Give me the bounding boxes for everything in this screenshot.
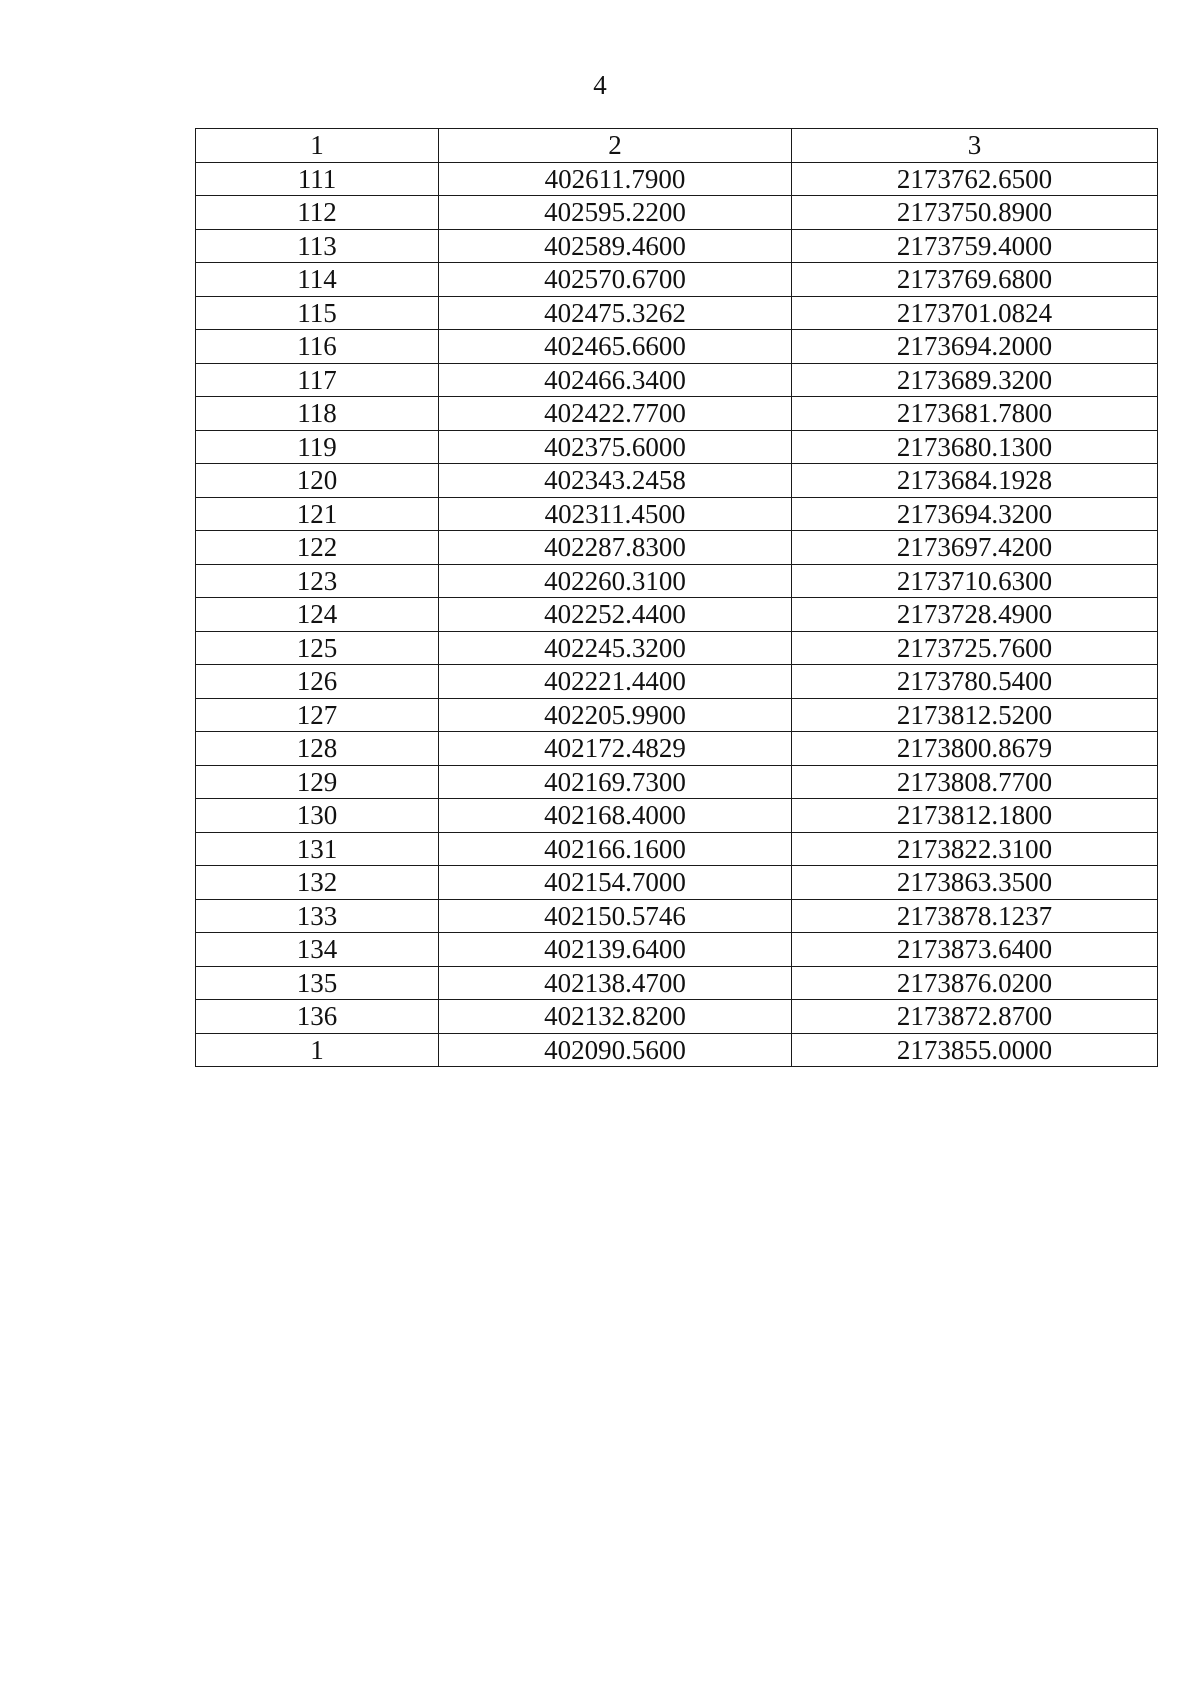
table-row	[196, 899, 1158, 933]
cell-point-number: 123	[196, 564, 439, 598]
cell-y-coordinate: 2173863.3500	[792, 866, 1158, 900]
cell-y-coordinate: 2173701.0824	[792, 296, 1158, 330]
table-header-row	[196, 129, 1158, 163]
cell-x-coordinate: 402595.2200	[439, 196, 792, 230]
cell-x-coordinate: 402260.3100	[439, 564, 792, 598]
table-row	[196, 330, 1158, 364]
cell-x-coordinate: 402150.5746	[439, 899, 792, 933]
cell-y-coordinate: 2173780.5400	[792, 665, 1158, 699]
table-row	[196, 698, 1158, 732]
table-row	[196, 631, 1158, 665]
cell-x-coordinate: 402090.5600	[439, 1033, 792, 1067]
table-row	[196, 464, 1158, 498]
table-row	[196, 765, 1158, 799]
cell-y-coordinate: 2173681.7800	[792, 397, 1158, 431]
cell-point-number: 111	[196, 162, 439, 196]
table-row	[196, 263, 1158, 297]
table-row	[196, 564, 1158, 598]
cell-x-coordinate: 402169.7300	[439, 765, 792, 799]
cell-point-number: 130	[196, 799, 439, 833]
table-row	[196, 732, 1158, 766]
cell-point-number: 131	[196, 832, 439, 866]
table-row	[196, 363, 1158, 397]
table-row	[196, 296, 1158, 330]
cell-point-number: 121	[196, 497, 439, 531]
cell-point-number: 134	[196, 933, 439, 967]
cell-x-coordinate: 402311.4500	[439, 497, 792, 531]
table-row	[196, 966, 1158, 1000]
cell-point-number: 120	[196, 464, 439, 498]
header-cell-x-coordinate: 2	[439, 129, 792, 163]
header-cell-y-coordinate: 3	[792, 129, 1158, 163]
cell-x-coordinate: 402221.4400	[439, 665, 792, 699]
cell-y-coordinate: 2173762.6500	[792, 162, 1158, 196]
table-row	[196, 196, 1158, 230]
cell-x-coordinate: 402475.3262	[439, 296, 792, 330]
cell-y-coordinate: 2173710.6300	[792, 564, 1158, 598]
table-row	[196, 430, 1158, 464]
cell-y-coordinate: 2173759.4000	[792, 229, 1158, 263]
cell-y-coordinate: 2173855.0000	[792, 1033, 1158, 1067]
cell-y-coordinate: 2173684.1928	[792, 464, 1158, 498]
cell-x-coordinate: 402166.1600	[439, 832, 792, 866]
page-number: 4	[593, 70, 607, 100]
cell-y-coordinate: 2173876.0200	[792, 966, 1158, 1000]
cell-y-coordinate: 2173878.1237	[792, 899, 1158, 933]
cell-point-number: 136	[196, 1000, 439, 1034]
cell-point-number: 114	[196, 263, 439, 297]
cell-point-number: 128	[196, 732, 439, 766]
cell-point-number: 124	[196, 598, 439, 632]
table-row	[196, 531, 1158, 565]
cell-x-coordinate: 402465.6600	[439, 330, 792, 364]
cell-x-coordinate: 402287.8300	[439, 531, 792, 565]
cell-x-coordinate: 402466.3400	[439, 363, 792, 397]
cell-y-coordinate: 2173725.7600	[792, 631, 1158, 665]
cell-y-coordinate: 2173873.6400	[792, 933, 1158, 967]
cell-x-coordinate: 402422.7700	[439, 397, 792, 431]
cell-x-coordinate: 402245.3200	[439, 631, 792, 665]
cell-point-number: 113	[196, 229, 439, 263]
table-row	[196, 799, 1158, 833]
table-row	[196, 162, 1158, 196]
table-row	[196, 229, 1158, 263]
cell-point-number: 1	[196, 1033, 439, 1067]
cell-x-coordinate: 402154.7000	[439, 866, 792, 900]
cell-y-coordinate: 2173689.3200	[792, 363, 1158, 397]
cell-x-coordinate: 402138.4700	[439, 966, 792, 1000]
cell-x-coordinate: 402375.6000	[439, 430, 792, 464]
cell-point-number: 135	[196, 966, 439, 1000]
cell-x-coordinate: 402343.2458	[439, 464, 792, 498]
cell-point-number: 126	[196, 665, 439, 699]
table-body	[196, 129, 1158, 1067]
table-row	[196, 397, 1158, 431]
cell-point-number: 118	[196, 397, 439, 431]
cell-point-number: 129	[196, 765, 439, 799]
cell-y-coordinate: 2173800.8679	[792, 732, 1158, 766]
cell-point-number: 119	[196, 430, 439, 464]
cell-y-coordinate: 2173812.5200	[792, 698, 1158, 732]
cell-x-coordinate: 402168.4000	[439, 799, 792, 833]
table-row	[196, 1000, 1158, 1034]
table-row	[196, 497, 1158, 531]
cell-point-number: 112	[196, 196, 439, 230]
cell-y-coordinate: 2173769.6800	[792, 263, 1158, 297]
cell-x-coordinate: 402205.9900	[439, 698, 792, 732]
table-row	[196, 598, 1158, 632]
table-row	[196, 933, 1158, 967]
cell-x-coordinate: 402252.4400	[439, 598, 792, 632]
table-row	[196, 866, 1158, 900]
cell-y-coordinate: 2173750.8900	[792, 196, 1158, 230]
table-row	[196, 1033, 1158, 1067]
cell-y-coordinate: 2173697.4200	[792, 531, 1158, 565]
cell-point-number: 122	[196, 531, 439, 565]
table-row	[196, 665, 1158, 699]
cell-x-coordinate: 402172.4829	[439, 732, 792, 766]
cell-y-coordinate: 2173680.1300	[792, 430, 1158, 464]
cell-y-coordinate: 2173812.1800	[792, 799, 1158, 833]
cell-x-coordinate: 402132.8200	[439, 1000, 792, 1034]
cell-y-coordinate: 2173694.2000	[792, 330, 1158, 364]
cell-x-coordinate: 402570.6700	[439, 263, 792, 297]
cell-point-number: 115	[196, 296, 439, 330]
cell-x-coordinate: 402611.7900	[439, 162, 792, 196]
cell-y-coordinate: 2173808.7700	[792, 765, 1158, 799]
cell-point-number: 133	[196, 899, 439, 933]
cell-y-coordinate: 2173822.3100	[792, 832, 1158, 866]
cell-x-coordinate: 402589.4600	[439, 229, 792, 263]
cell-point-number: 125	[196, 631, 439, 665]
cell-x-coordinate: 402139.6400	[439, 933, 792, 967]
cell-point-number: 117	[196, 363, 439, 397]
cell-y-coordinate: 2173728.4900	[792, 598, 1158, 632]
cell-y-coordinate: 2173694.3200	[792, 497, 1158, 531]
cell-point-number: 127	[196, 698, 439, 732]
coordinates-table	[195, 128, 1158, 1067]
cell-point-number: 116	[196, 330, 439, 364]
cell-y-coordinate: 2173872.8700	[792, 1000, 1158, 1034]
cell-point-number: 132	[196, 866, 439, 900]
table-row	[196, 832, 1158, 866]
header-cell-point-number: 1	[196, 129, 439, 163]
